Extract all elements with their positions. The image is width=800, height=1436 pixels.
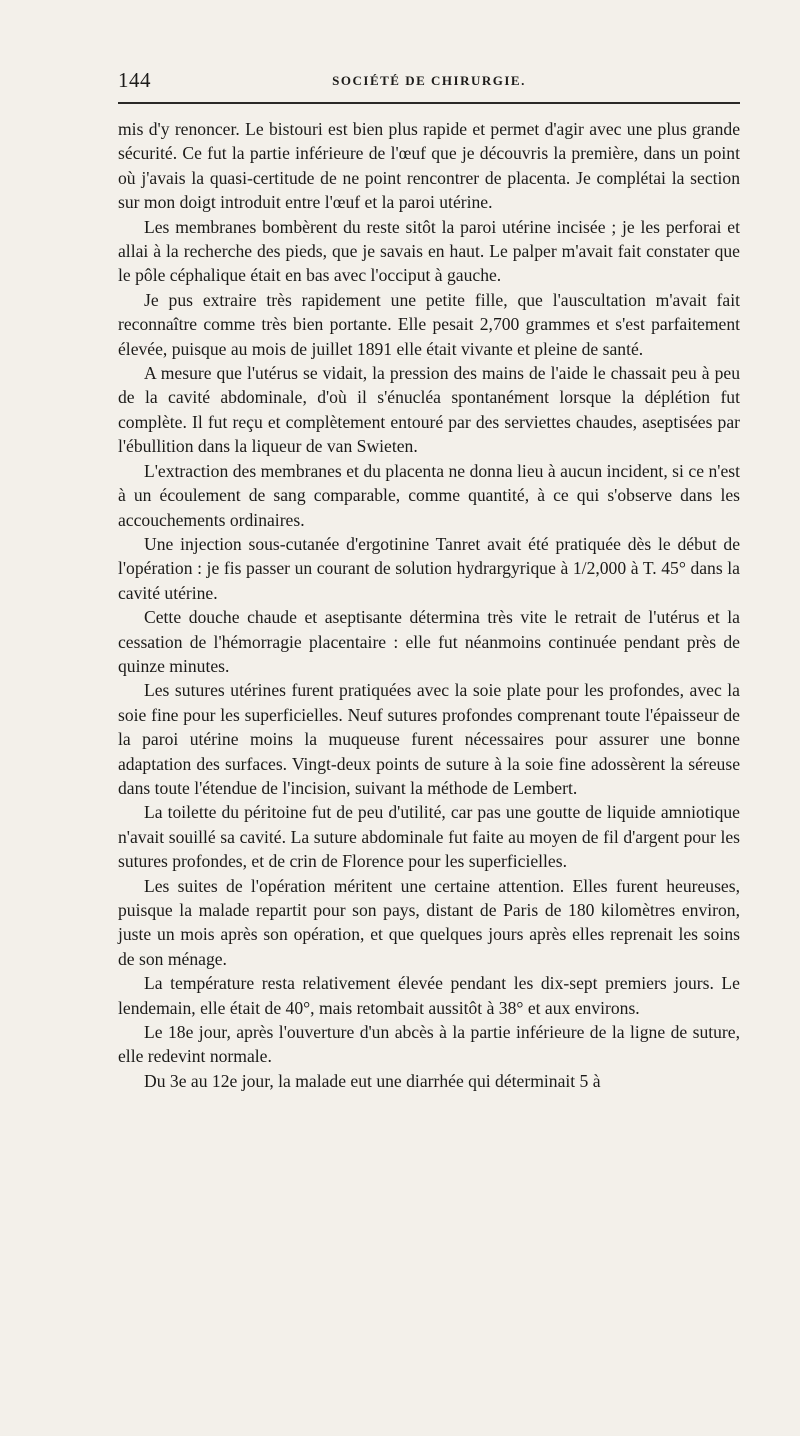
running-title: SOCIÉTÉ DE CHIRURGIE. <box>332 73 526 88</box>
paragraph: Cette douche chaude et aseptisante détermina très vite le retrait de l'utérus et la cessation de l'hémorragie placentaire : elle fut néanmoins continuée pendant près de quinze minutes. <box>118 607 740 676</box>
paragraph: L'extraction des membranes et du placenta ne donna lieu à aucun incident, si ce n'est à un écoulement de sang comparable, comme quantité, à ce qui s'observe dans les accouchements ordinaires. <box>118 460 740 530</box>
paragraph: A mesure que l'utérus se vidait, la pression des mains de l'aide le chassait peu à peu de la cavité abdominale, d'où il s'énucléa spontanément lorsque la déplétion fut complète. Il fut reçu et complètement entouré par des serviettes chaudes, aseptisées par l'ébullition dans la liqueur de van Swieten. <box>118 363 740 457</box>
paragraph: Les suites de l'opération méritent une certaine attention. Elles furent heureuses, puisque la malade repartit pour son pays, distant de Paris de 180 kilomètres environ, juste un mois après son opération, et que quelques jours après elles reprenait les soins de son ménage. <box>118 875 740 969</box>
paragraph: Je pus extraire très rapidement une petite fille, que l'auscultation m'avait fait reconnaître comme très bien portante. Elle pesait 2,700 grammes et s'est parfaitement élevée, puisque au mois de juillet 1891 elle était vivante et pleine de santé. <box>118 289 740 359</box>
header-rule <box>118 102 740 104</box>
paragraph: La toilette du péritoine fut de peu d'utilité, car pas une goutte de liquide amniotique n'avait souillé sa cavité. La suture abdominale fut faite au moyen de fil d'argent pour les sutures profondes, et de crin de Florence pour les superficielles. <box>118 802 740 872</box>
paragraph: Les sutures utérines furent pratiquées avec la soie plate pour les profondes, avec la soie fine pour les superficielles. Neuf sutures profondes comprenant toute l'épaisseur de la paroi utérine moins la muqueuse furent nécessaires pour assurer une bonne adaptation des surfaces. Vingt-deux points de suture à la soie fine adossèrent la séreuse dans toute l'étendue de l'incision, suivant la méthode de Lembert. <box>118 680 740 798</box>
paragraph: Du 3e au 12e jour, la malade eut une diarrhée qui déterminait 5 à <box>144 1070 601 1091</box>
paragraph: Le 18e jour, après l'ouverture d'un abcès à la partie inférieure de la ligne de suture, elle redevint normale. <box>118 1022 740 1067</box>
paragraph: La température resta relativement élevée pendant les dix-sept premiers jours. Le lendemain, elle était de 40°, mais retombait aussitôt à 38° et aux environs. <box>118 973 740 1018</box>
paragraph: Les membranes bombèrent du reste sitôt la paroi utérine incisée ; je les perforai et allai à la recherche des pieds, que je savais en haut. Le palper m'avait fait constater que le pôle céphalique était en bas avec l'occiput à gauche. <box>118 216 740 286</box>
page-header <box>118 68 740 96</box>
page-number: 144 <box>118 68 151 92</box>
body-text <box>118 117 740 1093</box>
paragraph: mis d'y renoncer. Le bistouri est bien plus rapide et permet d'agir avec une plus grande sécurité. Ce fut la partie inférieure de l'œuf que je découvris la première, dans un point où j'avais la quasi-certitude de ne point rencontrer de placenta. Je complétai la section sur mon doigt introduit entre l'œuf et la paroi utérine. <box>118 119 740 213</box>
paragraph: Une injection sous-cutanée d'ergotinine Tanret avait été pratiquée dès le début de l'opération : je fis passer un courant de solution hydrargyrique à 1/2,000 à T. 45° dans la cavité utérine. <box>118 533 740 603</box>
